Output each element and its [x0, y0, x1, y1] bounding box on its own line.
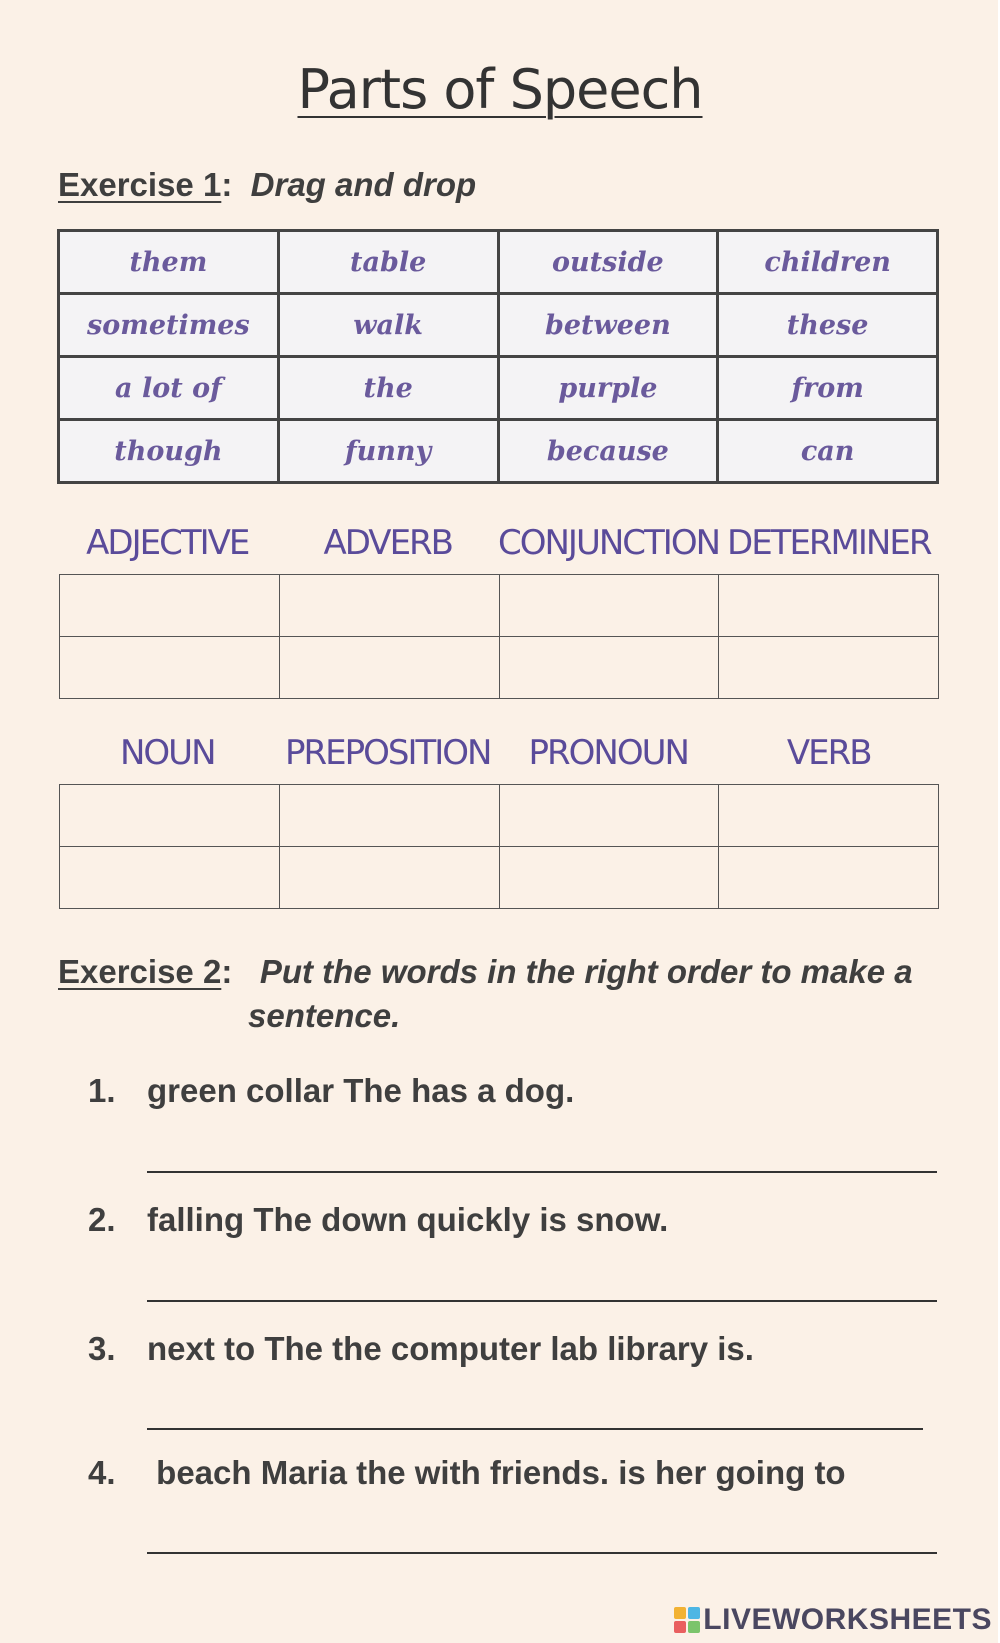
word-bank-row [59, 357, 938, 420]
exercise1-colon: : [221, 166, 233, 203]
logo-square [688, 1607, 700, 1619]
exercise2-instruction: Put the words in the right order to make a [259, 953, 913, 990]
question-text: beach Maria the with friends. is her going to [147, 1454, 846, 1491]
category-adverb: ADVERB [323, 523, 453, 563]
logo-square [674, 1607, 686, 1619]
draggable-word[interactable]: a lot of [59, 357, 279, 420]
drop-zone-pronoun[interactable] [499, 847, 719, 909]
category-header-row [57, 523, 939, 563]
answer-input-line[interactable] [147, 1300, 937, 1302]
category-verb: VERB [786, 733, 871, 773]
answer-input-line[interactable] [147, 1428, 923, 1430]
category-pronoun: PRONOUN [528, 733, 688, 773]
liveworksheets-logo-icon [674, 1607, 700, 1633]
category-determiner: DETERMINER [727, 523, 931, 563]
drop-zone-adjective[interactable] [60, 575, 280, 637]
word-bank [57, 229, 939, 484]
drop-zone-preposition[interactable] [279, 785, 499, 847]
logo-square [688, 1621, 700, 1633]
exercise2-colon: : [221, 953, 233, 990]
exercise1-label: Exercise 1 [58, 166, 222, 203]
draggable-word[interactable]: outside [498, 231, 718, 294]
question-text: green collar The has a dog. [147, 1072, 575, 1109]
draggable-word[interactable]: between [498, 294, 718, 357]
draggable-word[interactable]: walk [278, 294, 498, 357]
word-bank-row [59, 231, 938, 294]
draggable-word[interactable]: children [718, 231, 938, 294]
drop-zone-table [59, 784, 939, 909]
drop-zone-pronoun[interactable] [499, 785, 719, 847]
answer-input-line[interactable] [147, 1171, 937, 1173]
drop-zone-verb[interactable] [719, 847, 939, 909]
drop-zone-verb[interactable] [719, 785, 939, 847]
category-header-row [57, 733, 939, 773]
draggable-word[interactable]: can [718, 420, 938, 483]
page-title: Parts of Speech [297, 58, 703, 121]
draggable-word[interactable]: table [278, 231, 498, 294]
question-text: next to The the computer lab library is. [147, 1330, 754, 1367]
answer-input-line[interactable] [147, 1552, 937, 1554]
draggable-word[interactable]: though [59, 420, 279, 483]
exercise2-label: Exercise 2 [58, 953, 222, 990]
category-preposition: PREPOSITION [285, 733, 491, 773]
draggable-word[interactable]: from [718, 357, 938, 420]
draggable-word[interactable]: the [278, 357, 498, 420]
draggable-word[interactable]: purple [498, 357, 718, 420]
drop-zone-noun[interactable] [60, 847, 280, 909]
drop-zone-determiner[interactable] [719, 637, 939, 699]
draggable-word[interactable]: sometimes [59, 294, 279, 357]
exercise1-heading [58, 166, 476, 204]
draggable-word[interactable]: these [718, 294, 938, 357]
exercise2-instruction-cont: sentence. [248, 997, 401, 1034]
drop-zone-conjunction[interactable] [499, 637, 719, 699]
draggable-word[interactable]: funny [278, 420, 498, 483]
category-noun: NOUN [119, 733, 215, 773]
drop-zone-conjunction[interactable] [499, 575, 719, 637]
exercise1-instruction: Drag and drop [250, 166, 477, 203]
logo-square [674, 1621, 686, 1633]
exercise2-heading [58, 953, 913, 991]
draggable-word[interactable]: them [59, 231, 279, 294]
drop-zone-determiner[interactable] [719, 575, 939, 637]
question-number: 3. [88, 1330, 116, 1367]
word-bank-row [59, 420, 938, 483]
draggable-word[interactable]: because [498, 420, 718, 483]
drop-zone-adjective[interactable] [60, 637, 280, 699]
drop-zone-adverb[interactable] [279, 637, 499, 699]
question-text: falling The down quickly is snow. [147, 1201, 669, 1238]
liveworksheets-brand [674, 1603, 992, 1637]
word-bank-row [59, 294, 938, 357]
drop-zone-preposition[interactable] [279, 847, 499, 909]
question-number: 1. [88, 1072, 116, 1109]
question-number: 2. [88, 1201, 116, 1238]
brand-name: LIVEWORKSHEETS [703, 1603, 992, 1636]
drop-zone-adverb[interactable] [279, 575, 499, 637]
category-adjective: ADJECTIVE [86, 523, 249, 563]
drop-zone-table [59, 574, 939, 699]
drop-zone-noun[interactable] [60, 785, 280, 847]
category-conjunction: CONJUNCTION [498, 523, 720, 563]
question-number: 4. [88, 1454, 116, 1491]
